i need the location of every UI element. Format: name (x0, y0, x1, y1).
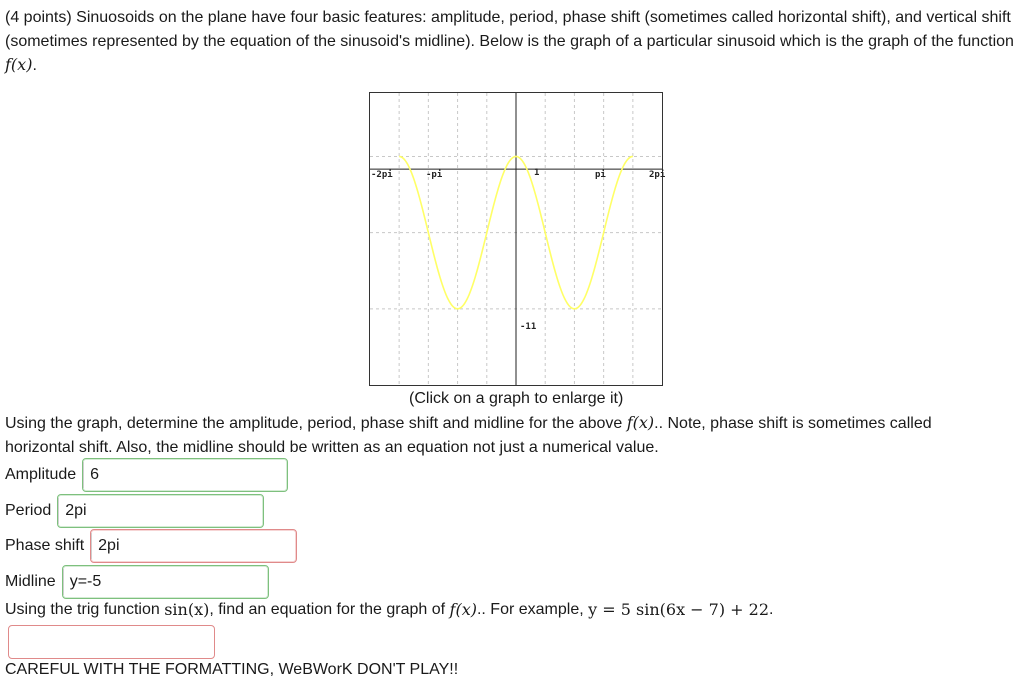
trig-sin-function: sin(x) (164, 600, 210, 619)
function-name: f(x) (5, 55, 33, 74)
instructions (5, 411, 1005, 459)
period-label: Period (5, 502, 52, 519)
instructions-function: f(x) (626, 413, 655, 432)
midline-input[interactable] (62, 565, 269, 599)
tick-labels (371, 168, 666, 332)
trig-text-4: . (769, 600, 774, 618)
trig-text-1: Using the trig function (5, 600, 160, 618)
instructions-text-2: .. Note, phase shift is sometimes called horizontal shift. Also, the midline should be written as an equation not just a numerical value. (5, 415, 932, 456)
trig-text-3: .. For example, (476, 600, 584, 618)
tick-label-neg-pi: -pi (426, 170, 443, 180)
midline-label: Midline (5, 573, 56, 590)
amplitude-input[interactable] (82, 458, 288, 492)
problem-statement (5, 6, 1015, 78)
phase-shift-row (5, 529, 297, 563)
period-value: 2pi (65, 502, 87, 519)
equation-input[interactable] (8, 625, 215, 659)
period-row (5, 494, 264, 528)
amplitude-value: 6 (90, 466, 100, 483)
tick-label-pi: pi (595, 170, 606, 180)
formatting-warning: CAREFUL WITH THE FORMATTING, WeBWorK DON'T PLAY!! (5, 661, 459, 678)
amplitude-label: Amplitude (5, 466, 77, 483)
phase-shift-value: 2pi (98, 537, 120, 554)
period-input[interactable] (57, 494, 264, 528)
trig-text-2: , find an equation for the graph of (209, 600, 446, 618)
tick-label-neg-2pi: -2pi (371, 170, 393, 180)
instructions-text-1: Using the graph, determine the amplitude, period, phase shift and midline for the above (5, 415, 627, 432)
trig-example-equation: y = 5 sin(6x − 7) + 22 (588, 600, 770, 619)
midline-row (5, 565, 269, 599)
tick-label-2pi: 2pi (649, 170, 666, 180)
phase-shift-label: Phase shift (5, 537, 85, 554)
tick-label-y-1: 1 (534, 168, 540, 178)
enlarge-caption[interactable]: (Click on a graph to enlarge it) (409, 390, 624, 407)
tick-label-y-neg-11: -11 (520, 322, 537, 332)
phase-shift-input[interactable] (90, 529, 297, 563)
trig-function: f(x) (449, 600, 477, 619)
problem-text: (4 points) Sinuosoids on the plane have four basic features: amplitude, period, phase shift (sometimes called horizontal shift), and vertical shift (sometimes represented by the equation of the sinusoid's midline). Below is the graph of a particular sinusoid which is the graph of the function (5, 9, 1014, 50)
amplitude-row (5, 458, 288, 492)
trig-equation-prompt (5, 600, 773, 619)
graph-canvas (370, 93, 666, 385)
axes (370, 93, 662, 385)
problem-text-end: . (32, 57, 37, 74)
midline-value: y=-5 (69, 573, 102, 590)
sinusoid-graph[interactable] (369, 92, 666, 386)
